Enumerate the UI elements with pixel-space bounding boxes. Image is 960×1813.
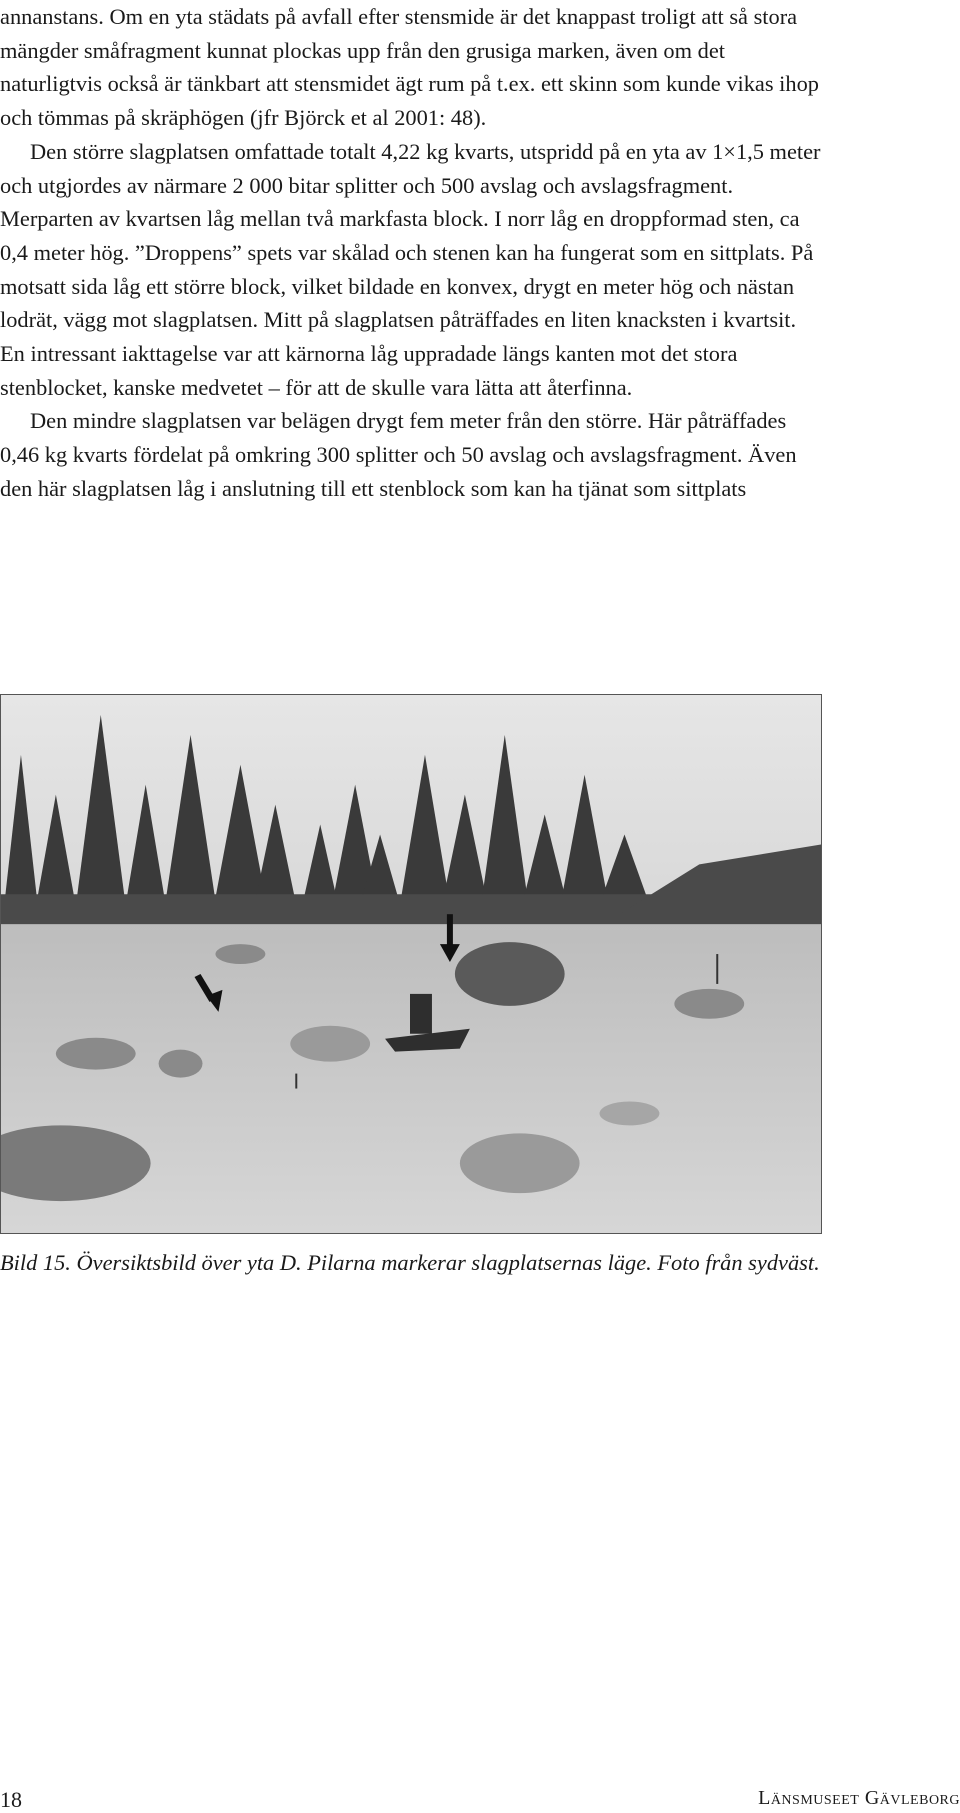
figure-photo xyxy=(0,694,822,1234)
paragraph-2: Den större slagplatsen omfattade totalt 4,22 kg kvarts, utspridd på en yta av 1×1,5 meter och utgjordes av närmare 2 000 bitar splitter och 500 avslag och avslagsfragment. Merparten av kvartsen låg mellan två markfasta block. I norr låg en droppformad sten, ca 0,4 meter hög. ”Droppens” spets var skålad och stenen kan ha fungerat som en sittplats. På motsatt sida låg ett större block, vilket bildade en konvex, drygt en meter hög och nästan lodrät, vägg mot slagplatsen. Mitt på slagplatsen påträffades en liten knacksten i kvartsit. En intressant iakttagelse var att kärnorna låg uppradade längs kanten mot det stora stenblocket, kanske medvetet – för att de skulle vara lätta att återfinna. xyxy=(0,138,821,400)
paragraph-1: annanstans. Om en yta städats på avfall efter stensmide är det knappast troligt att så stora mängder småfragment kunnat plockas upp från den grusiga marken, även om det naturligtvis också är tänkbart att stensmidet ägt rum på t.ex. ett skinn som kunde vikas ihop och tömmas på skräphögen (jfr Björck et al 2001: 48). xyxy=(0,4,819,131)
running-footer-publisher: Länsmuseet Gävleborg xyxy=(758,1787,960,1809)
figure-caption: Bild 15. Översiktsbild över yta D. Pilarna markerar slagplatsernas läge. Foto från sydväst. xyxy=(0,1250,820,1275)
paragraph-3: Den mindre slagplatsen var belägen drygt fem meter från den större. Här påträffades 0,46 kg kvarts fördelat på omkring 300 splitter och 50 avslag och avslagsfragment. Även den här slagplatsen låg i anslutning till ett stenblock som kan ha tjänat som sittplats xyxy=(0,408,797,501)
body-text xyxy=(0,0,822,506)
photo-illustration xyxy=(1,695,821,1233)
page-number: 18 xyxy=(0,1787,22,1812)
